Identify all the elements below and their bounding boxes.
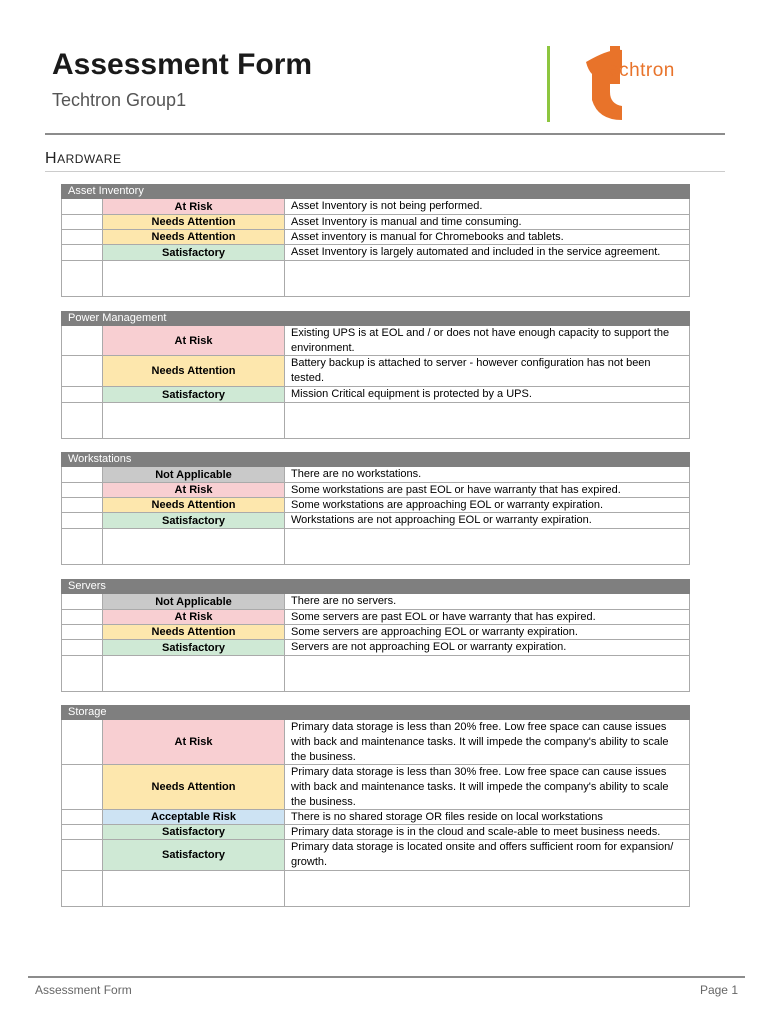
description-cell: Battery backup is attached to server - however configuration has not been tested. <box>291 357 651 384</box>
blank-status-cell[interactable] <box>103 871 285 906</box>
status-cell: Needs Attention <box>103 765 285 809</box>
table-row <box>61 467 690 483</box>
row-blank-cell <box>62 625 103 639</box>
footer-divider <box>28 976 745 978</box>
block-header: Asset Inventory <box>61 184 690 199</box>
table-row <box>61 513 690 529</box>
blank-notes-cell[interactable] <box>285 261 689 296</box>
status-cell: At Risk <box>103 483 285 497</box>
table-row <box>61 840 690 871</box>
row-blank-cell[interactable] <box>62 656 103 691</box>
status-cell: Needs Attention <box>103 356 285 386</box>
row-blank-cell <box>62 387 103 402</box>
table-row <box>61 594 690 610</box>
description-cell: There are no servers. <box>291 595 397 607</box>
description-cell: Primary data storage is in the cloud and scale-able to meet business needs. <box>291 825 661 838</box>
section-title-rest: ARDWARE <box>57 152 122 166</box>
section-title-initial: H <box>45 150 58 167</box>
logo-text: echtron <box>608 60 675 81</box>
status-cell: Not Applicable <box>103 594 285 609</box>
blank-entry-row[interactable] <box>61 261 690 297</box>
status-cell: Satisfactory <box>103 840 285 870</box>
table-row <box>61 810 690 825</box>
table-row <box>61 215 690 230</box>
description-cell: There is no shared storage OR files reside on local workstations <box>291 810 603 823</box>
description-cell: Asset Inventory is manual and time consuming. <box>291 215 522 228</box>
row-blank-cell <box>62 356 103 386</box>
status-cell: Not Applicable <box>103 467 285 482</box>
block-workstations <box>61 452 690 565</box>
row-blank-cell <box>62 765 103 809</box>
row-blank-cell <box>62 483 103 497</box>
block-header: Power Management <box>61 311 690 326</box>
table-row <box>61 326 690 356</box>
description-cell: Mission Critical equipment is protected by a UPS. <box>291 388 532 400</box>
header-divider <box>45 133 725 135</box>
row-blank-cell <box>62 840 103 870</box>
row-blank-cell <box>62 810 103 824</box>
techtron-logo-icon <box>580 44 710 122</box>
blank-notes-cell[interactable] <box>285 871 689 906</box>
page-number: Page 1 <box>699 983 738 997</box>
row-blank-cell <box>62 498 103 512</box>
description-cell: Primary data storage is less than 20% free. Low free space can cause issues with back and maintenance tasks. It will impede the company's ability to scale the business. <box>291 720 669 763</box>
block-header: Servers <box>61 579 690 594</box>
blank-notes-cell[interactable] <box>285 656 689 691</box>
row-blank-cell[interactable] <box>62 261 103 296</box>
footer-doc-title: Assessment Form <box>35 983 132 997</box>
table-row <box>61 610 690 625</box>
blank-entry-row[interactable] <box>61 403 690 439</box>
row-blank-cell <box>62 230 103 244</box>
section-title <box>45 150 121 168</box>
description-cell: Some servers are past EOL or have warranty that has expired. <box>291 610 596 623</box>
blank-entry-row[interactable] <box>61 656 690 692</box>
row-blank-cell[interactable] <box>62 871 103 906</box>
row-blank-cell <box>62 825 103 839</box>
row-blank-cell <box>62 199 103 214</box>
description-cell: Some servers are approaching EOL or warranty expiration. <box>291 625 578 638</box>
table-row <box>61 483 690 498</box>
status-cell: Acceptable Risk <box>103 810 285 824</box>
block-header: Storage <box>61 705 690 720</box>
table-row <box>61 199 690 215</box>
status-cell: At Risk <box>103 610 285 624</box>
row-blank-cell <box>62 467 103 482</box>
row-blank-cell[interactable] <box>62 403 103 438</box>
status-cell: At Risk <box>103 326 285 355</box>
row-blank-cell <box>62 513 103 528</box>
status-cell: At Risk <box>103 720 285 764</box>
row-blank-cell <box>62 215 103 229</box>
status-cell: Needs Attention <box>103 230 285 244</box>
blank-status-cell[interactable] <box>103 656 285 691</box>
block-storage <box>61 705 690 907</box>
row-blank-cell <box>62 326 103 355</box>
block-servers <box>61 579 690 692</box>
description-cell: Asset inventory is manual for Chromebooks and tablets. <box>291 230 564 243</box>
status-cell: Satisfactory <box>103 245 285 260</box>
table-row <box>61 625 690 640</box>
description-cell: Existing UPS is at EOL and / or does not have enough capacity to support the environment. <box>291 326 670 354</box>
table-row <box>61 230 690 245</box>
row-blank-cell <box>62 594 103 609</box>
table-row <box>61 720 690 765</box>
table-row <box>61 825 690 840</box>
block-asset-inventory <box>61 184 690 297</box>
blank-status-cell[interactable] <box>103 261 285 296</box>
blank-notes-cell[interactable] <box>285 403 689 438</box>
status-cell: Satisfactory <box>103 640 285 655</box>
row-blank-cell <box>62 640 103 655</box>
description-cell: There are no workstations. <box>291 468 422 480</box>
description-cell: Some workstations are past EOL or have warranty that has expired. <box>291 483 621 496</box>
block-header: Workstations <box>61 452 690 467</box>
page-title: Assessment Form <box>52 48 313 81</box>
table-row <box>61 356 690 387</box>
description-cell: Asset Inventory is not being performed. <box>291 200 483 212</box>
description-cell: Asset Inventory is largely automated and included in the service agreement. <box>291 246 661 258</box>
blank-notes-cell[interactable] <box>285 529 689 564</box>
block-power-management <box>61 311 690 439</box>
row-blank-cell <box>62 720 103 764</box>
description-cell: Primary data storage is less than 30% free. Low free space can cause issues with back and maintenance tasks. It will impede the company's ability to scale the business. <box>291 765 669 808</box>
blank-status-cell[interactable] <box>103 403 285 438</box>
blank-status-cell[interactable] <box>103 529 285 564</box>
description-cell: Servers are not approaching EOL or warranty expiration. <box>291 641 567 653</box>
status-cell: Satisfactory <box>103 387 285 402</box>
blank-entry-row[interactable] <box>61 871 690 907</box>
row-blank-cell <box>62 610 103 624</box>
table-row <box>61 640 690 656</box>
description-cell: Some workstations are approaching EOL or warranty expiration. <box>291 498 604 511</box>
status-cell: Satisfactory <box>103 513 285 528</box>
header-accent-bar <box>547 46 550 122</box>
page-subtitle: Techtron Group1 <box>52 90 187 110</box>
blank-entry-row[interactable] <box>61 529 690 565</box>
description-cell: Primary data storage is located onsite and offers sufficient room for expansion/ growth. <box>291 841 674 868</box>
row-blank-cell[interactable] <box>62 529 103 564</box>
table-row <box>61 765 690 810</box>
status-cell: Needs Attention <box>103 625 285 639</box>
status-cell: Satisfactory <box>103 825 285 839</box>
section-divider <box>45 171 725 172</box>
status-cell: Needs Attention <box>103 215 285 229</box>
status-cell: At Risk <box>103 199 285 214</box>
table-row <box>61 498 690 513</box>
table-row <box>61 387 690 403</box>
description-cell: Workstations are not approaching EOL or warranty expiration. <box>291 514 592 526</box>
status-cell: Needs Attention <box>103 498 285 512</box>
row-blank-cell <box>62 245 103 260</box>
table-row <box>61 245 690 261</box>
